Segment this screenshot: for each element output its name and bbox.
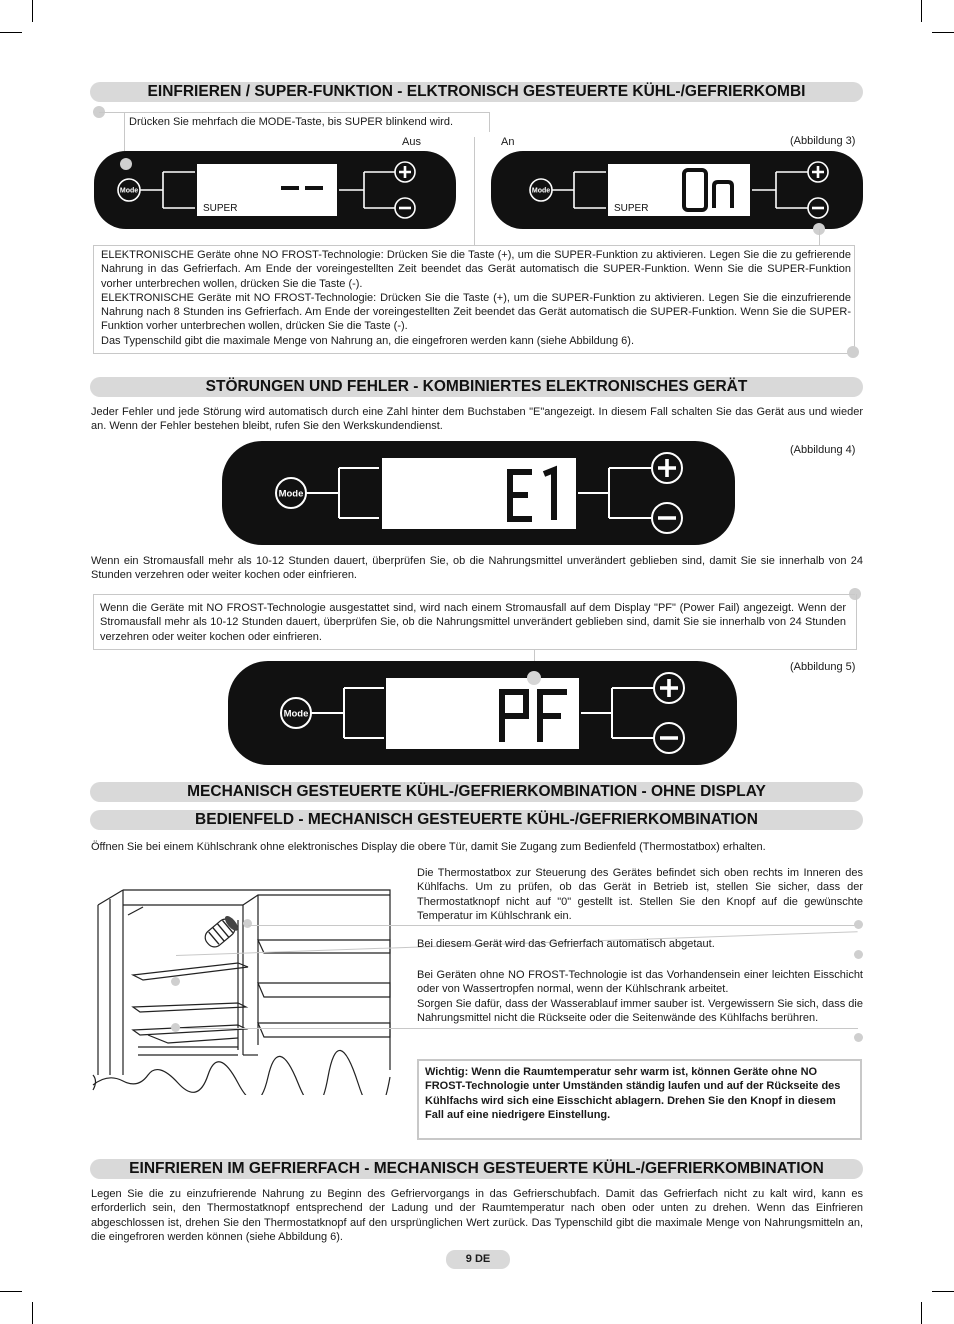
super-label: SUPER [203, 203, 238, 214]
figure-caption-5: (Abbildung 5) [790, 661, 856, 673]
section-title-control-panel: BEDIENFELD - MECHANISCH GESTEUERTE KÜHL-/GEFRIERKOMBINATION [90, 810, 863, 830]
callout-line [176, 1028, 858, 1029]
control-panel-on [490, 150, 865, 230]
callout-dot [243, 919, 252, 928]
callout-line [248, 925, 858, 926]
callout-line [93, 594, 855, 595]
mode-button-label: Mode [283, 708, 309, 720]
callout-dot [120, 158, 132, 170]
callout-dot [171, 1023, 180, 1032]
crop-mark [921, 1302, 922, 1324]
callout-dot [854, 950, 863, 959]
label-on: An [501, 136, 515, 148]
crop-mark [0, 1291, 22, 1292]
power-failure-text: Wenn ein Stromausfall mehr als 10-12 Stunden dauert, überprüfen Sie, ob die Nahrungsmittel unverändert geblieben sind, damit Sie sie innerhalb von 24 Stunden verzehren oder weiter kochen oder einfrieren. [91, 555, 863, 582]
page-number: 9 DE [446, 1250, 510, 1269]
callout-dot [847, 346, 859, 358]
section-title-freezing: EINFRIEREN IM GEFRIERFACH - MECHANISCH GESTEUERTE KÜHL-/GEFRIERKOMBINATION [90, 1159, 863, 1179]
crop-mark [0, 32, 22, 33]
mode-button-label: Mode [531, 187, 551, 195]
defrost-text: Bei diesem Gerät wird das Gefrierfach automatisch abgetaut. [417, 938, 715, 950]
callout-dot [854, 1033, 863, 1042]
errors-intro: Jeder Fehler und jede Störung wird automatisch durch eine Zahl hinter dem Buchstaben "E"angezeigt. In diesem Fall schalten Sie das Gerät aus und wieder an. Wenn der Fehler bestehen bleibt, rufen Sie den Werkskundendienst. [91, 406, 863, 433]
info-paragraph: Das Typenschild gibt die maximale Menge von Nahrung an, die eingefroren werden kann (siehe Abbildung 6). [101, 334, 635, 347]
callout-line [99, 112, 490, 113]
crop-mark [932, 1291, 954, 1292]
callout-dot [171, 977, 180, 986]
label-off: Aus [402, 136, 421, 148]
control-panel-intro: Öffnen Sie bei einem Kühlschrank ohne elektronisches Display die obere Tür, damit Sie Zugang zum Bedienfeld (Thermostatbox) erhalten. [91, 841, 766, 853]
crop-mark [32, 1302, 33, 1324]
info-paragraph: ELEKTRONISCHE Geräte mit NO FROST-Technologie: Drücken Sie die Taste (+), um die SUPER-Funktion zu aktivieren. Legen Sie die einzufrierende Nahrung nach 8 Stunden ins Gefrierfach. Am Ende der voreingestellten Zeit beendet das Gerät automatisch die SUPER-Funktion. Wenn Sie die SUPER-Funktion vorher unterbrechen wollen, drücken Sie die Taste (-). [101, 291, 851, 333]
super-label: SUPER [614, 203, 649, 214]
thermostat-text: Die Thermostatbox zur Steuerung des Gerätes befindet sich oben rechts im Inneren des Kühlfachs. Um zu prüfen, ob das Gerät in Betrieb ist, stellen Sie sicher, dass der Thermostatknopf nicht auf "0" gestellt ist. Stellen Sie den Knopf auf die gewünschte Temperatur im Kühlschrank ein. [417, 867, 863, 922]
mode-button-label: Mode [278, 488, 304, 500]
mode-button-label: Mode [119, 187, 139, 195]
crop-mark [921, 0, 922, 22]
info-paragraph: ELEKTRONISCHE Geräte ohne NO FROST-Technologie: Drücken Sie die Taste (+), um die SUPER-Funktion zu aktivieren. Legen Sie die zu gefrierende Nahrung in das Gefrierfach. Am Ende der voreingestellten Zeit beendet das Gerät automatisch die SUPER-Funktion. Wenn Sie die SUPER-Funktion vorher unterbrechen wollen, drücken Sie die Taste (-). [101, 249, 851, 290]
freezing-text: Legen Sie die zu einzufrierende Nahrung zu Beginn des Gefriervorgangs in das Gefrierschubfach. Damit das Gefrierfach nicht zu kalt wird, kann es erforderlich sein, den Thermostatknopf entsprechend der Ladung und der Raumtemperatur nach oben oder unten zu drehen. Wenn das Einfrieren abgeschlossen ist, drehen Sie den Thermostatknopf auf den ursprünglichen Wert zurück. Das Typenschild gibt die maximale Menge von Nahrungsmitteln an, die eingefroren werden können (siehe Abbildung 6). [91, 1188, 863, 1243]
crop-mark [932, 32, 954, 33]
important-text: Wichtig: Wenn die Raumtemperatur sehr warm ist, können Geräte ohne NO FROST-Technologie unter Umständen ständig laufen und auf der Rückseite des Kühlfachs wird sich eine Eisschicht ablagern. Drehen Sie den Knopf in diesem Fall auf eine niedrigere Einstellung. [425, 1066, 841, 1121]
control-panel-off [93, 150, 458, 230]
figure-caption-3: (Abbildung 3) [790, 135, 856, 147]
callout-line [819, 229, 820, 245]
callout-line [489, 112, 490, 132]
pf-info-text: Wenn die Geräte mit NO FROST-Technologie ausgestattet sind, wird nach einem Stromausfall auf dem Display "PF" (Power Fail) angezeigt. Wenn der Stromausfall mehr als 10-12 Stunden dauert, überprüfen Sie, ob die Nahrungsmittel unverändert geblieben sind, damit Sie sie innerhalb von 24 Stunden verzehren oder weiter kochen oder einfrieren. [100, 602, 846, 643]
section-title-errors: STÖRUNGEN UND FEHLER - KOMBINIERTES ELEKTRONISCHES GERÄT [90, 377, 863, 397]
section-title-mechanical: MECHANISCH GESTEUERTE KÜHL-/GEFRIERKOMBINATION - OHNE DISPLAY [90, 782, 863, 802]
info-text [101, 248, 851, 348]
crop-mark [32, 0, 33, 22]
ice-layer-text [417, 968, 863, 1025]
control-panel-e1 [221, 440, 737, 546]
section-title-super: EINFRIEREN / SUPER-FUNKTION - ELKTRONISCH GESTEUERTE KÜHL-/GEFRIERKOMBI [90, 82, 863, 102]
figure-caption-4: (Abbildung 4) [790, 444, 856, 456]
ice-paragraph: Bei Geräten ohne NO FROST-Technologie ist das Vorhandensein einer leichten Eisschicht oder von Wassertropfen normal, wenn der Kühlschrank arbeitet. [417, 969, 863, 996]
drain-paragraph: Sorgen Sie dafür, dass der Wasserablauf immer sauber ist. Vergewissern Sie sich, dass die Nahrungsmittel nicht die Rückseite oder die Seitenwände des Kühlfachs berühren. [417, 997, 863, 1024]
divider-line [474, 137, 475, 245]
fridge-illustration [88, 885, 400, 1095]
control-panel-pf [227, 660, 739, 766]
instruction-text: Drücken Sie mehrfach die MODE-Taste, bis SUPER blinkend wird. [129, 116, 454, 128]
